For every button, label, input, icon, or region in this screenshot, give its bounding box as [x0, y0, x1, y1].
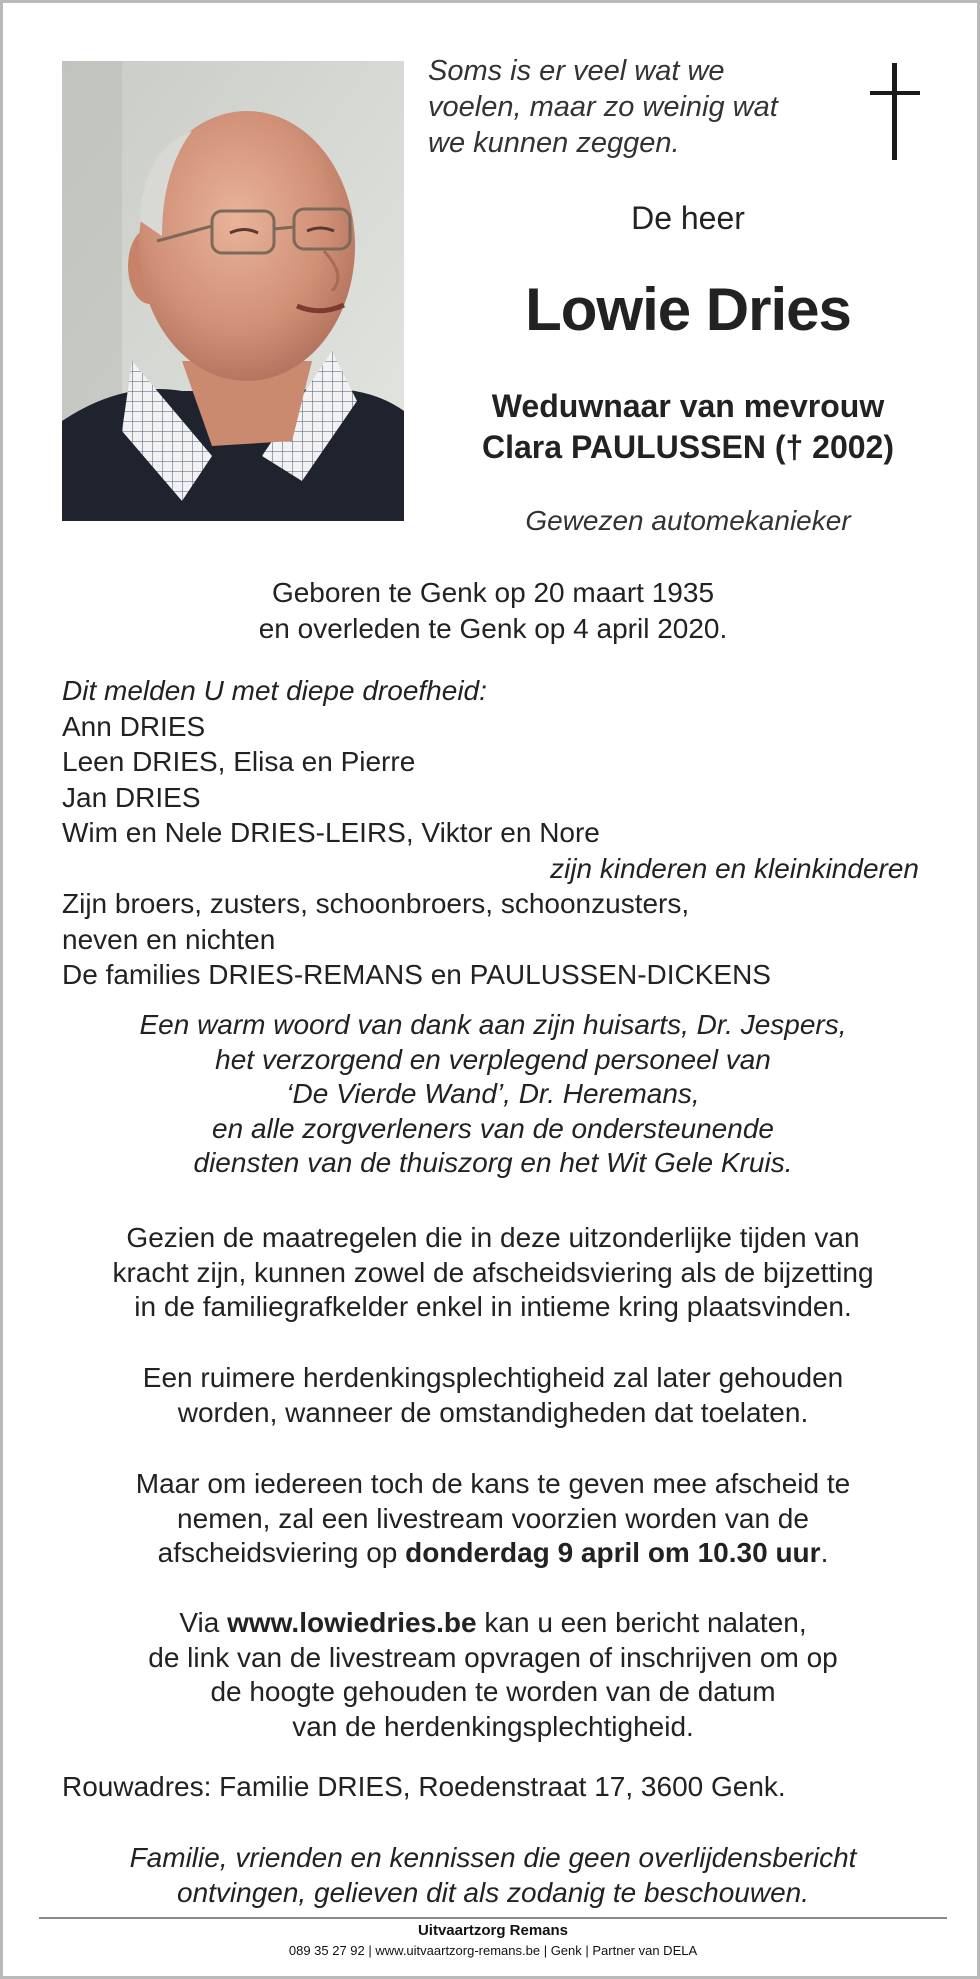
website-line — [43, 1606, 943, 1641]
measures-line: in de familiegrafkelder enkel in intieme kring plaatsvinden. — [134, 1291, 852, 1322]
thanks-line: Een warm woord van dank aan zijn huisarts, Dr. Jespers, — [139, 1009, 847, 1040]
closing-notice — [43, 1841, 943, 1910]
occupation: Gewezen automekanieker — [525, 505, 851, 536]
family-member: De families DRIES-REMANS en PAULUSSEN-DICKENS — [62, 959, 771, 990]
family-member: Wim en Nele DRIES-LEIRS, Viktor en Nore — [62, 817, 600, 848]
thanks-line: diensten van de thuiszorg en het Wit Gele Kruis. — [193, 1147, 793, 1178]
footer-divider — [39, 1917, 947, 1919]
opening-quote — [428, 53, 828, 161]
children-caption: zijn kinderen en kleinkinderen — [550, 852, 919, 884]
measures-paragraph — [43, 1221, 943, 1325]
widower-line: Clara PAULUSSEN († 2002) — [482, 429, 894, 465]
livestream-prefix: afscheidsviering op — [157, 1537, 406, 1568]
widower-info — [423, 386, 953, 468]
website-link[interactable]: www.lowiedries.be — [227, 1607, 477, 1638]
website-line: van de herdenkingsplechtigheid. — [292, 1710, 694, 1742]
birth-death-dates — [63, 575, 923, 647]
website-line: de link van de livestream opvragen of inschrijven om op — [148, 1641, 838, 1673]
website-suffix: kan u een bericht nalaten, — [476, 1607, 807, 1638]
death-line: en overleden te Genk op 4 april 2020. — [258, 613, 728, 644]
thanks-line: en alle zorgverleners van de ondersteunende — [212, 1112, 774, 1144]
livestream-line — [43, 1536, 943, 1571]
closing-line: ontvingen, gelieven dit als zodanig te beschouwen. — [177, 1876, 809, 1908]
portrait-photo — [62, 61, 404, 521]
website-prefix: Via — [179, 1607, 228, 1638]
livestream-line: nemen, zal een livestream voorzien worden van de — [177, 1502, 809, 1534]
deceased-name: Lowie Dries — [525, 276, 851, 343]
measures-line: Gezien de maatregelen die in deze uitzonderlijke tijden van — [126, 1222, 860, 1253]
family-member: Leen DRIES, Elisa en Pierre — [62, 746, 416, 777]
family-member: Ann DRIES — [62, 710, 206, 742]
widower-line: Weduwnaar van mevrouw — [491, 388, 885, 424]
website-line: de hoogte gehouden te worden van de datum — [210, 1676, 776, 1707]
family-member: Zijn broers, zusters, schoonbroers, schoonzusters, — [62, 888, 690, 919]
later-ceremony-paragraph — [43, 1361, 943, 1430]
funeral-home-details: 089 35 27 92 | www.uitvaartzorg-remans.be | Genk | Partner van DELA — [288, 1943, 698, 1958]
quote-line: we kunnen zeggen. — [428, 127, 680, 159]
livestream-line: Maar om iedereen toch de kans te geven mee afscheid te — [135, 1468, 851, 1499]
thanks-paragraph — [43, 1008, 943, 1181]
salutation: De heer — [631, 200, 745, 236]
website-paragraph — [43, 1606, 943, 1744]
latin-cross-icon — [865, 63, 925, 163]
family-member: Jan DRIES — [62, 781, 201, 813]
funeral-home-name: Uitvaartzorg Remans — [417, 1922, 569, 1939]
birth-line: Geboren te Genk op 20 maart 1935 — [271, 577, 715, 608]
measures-line: kracht zijn, kunnen zowel de afscheidsviering als de bijzetting — [112, 1256, 874, 1288]
livestream-datetime: donderdag 9 april om 10.30 uur — [405, 1537, 821, 1568]
quote-line: Soms is er veel wat we — [428, 55, 725, 87]
family-list — [62, 673, 932, 993]
quote-line: voelen, maar zo weinig wat — [428, 91, 778, 123]
thanks-line: ‘De Vierde Wand’, Dr. Heremans, — [286, 1078, 700, 1109]
family-member: neven en nichten — [62, 923, 276, 955]
livestream-suffix: . — [820, 1537, 829, 1568]
thanks-line: het verzorgend en verplegend personeel van — [215, 1043, 771, 1075]
later-ceremony-line: Een ruimere herdenkingsplechtigheid zal later gehouden — [142, 1362, 844, 1393]
family-intro: Dit melden U met diepe droefheid: — [62, 675, 487, 706]
later-ceremony-line: worden, wanneer de omstandigheden dat toelaten. — [177, 1396, 809, 1428]
mourning-address: Rouwadres: Familie DRIES, Roedenstraat 17, 3600 Genk. — [62, 1771, 786, 1802]
livestream-paragraph — [43, 1467, 943, 1571]
closing-line: Familie, vrienden en kennissen die geen overlijdensbericht — [129, 1842, 857, 1873]
